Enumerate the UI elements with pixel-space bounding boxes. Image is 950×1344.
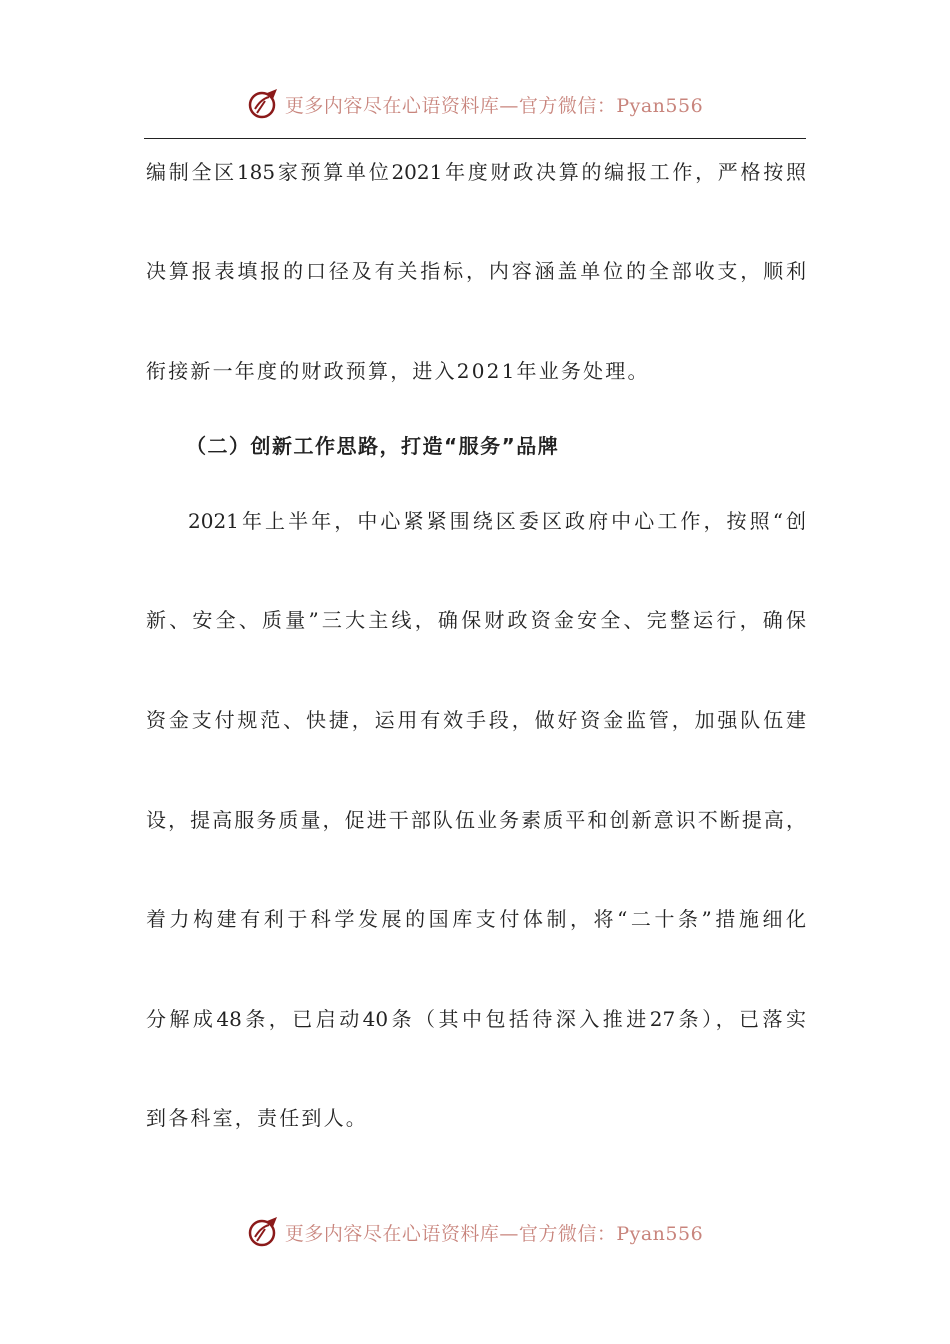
paragraph-line: 2021年上半年，中心紧紧围绕区委区政府中心工作，按照“创 <box>188 509 806 533</box>
footer-watermark-text: 更多内容尽在心语资料库—官方微信：Pyan556 <box>284 1222 704 1245</box>
footer-watermark <box>0 1212 950 1252</box>
paragraph-line: 资金支付规范、快捷，运用有效手段，做好资金监管，加强队伍建 <box>146 708 806 732</box>
paragraph-line: 编制全区185家预算单位2021年度财政决算的编报工作，严格按照 <box>146 160 806 184</box>
paragraph-line: 到各科室，责任到人。 <box>146 1106 368 1130</box>
header-watermark <box>0 84 950 124</box>
header-watermark-text: 更多内容尽在心语资料库—官方微信：Pyan556 <box>284 94 704 117</box>
paragraph-line: 衔接新一年度的财政预算，进入2021年业务处理。 <box>146 359 650 383</box>
paragraph-line: 设，提高服务质量，促进干部队伍业务素质平和创新意识不断提高， <box>146 808 806 832</box>
pen-logo-icon <box>247 1215 281 1249</box>
paragraph-line: 着力构建有利于科学发展的国库支付体制，将“二十条”措施细化 <box>146 907 806 931</box>
pen-logo-icon <box>247 87 281 121</box>
paragraph-line: 决算报表填报的口径及有关指标，内容涵盖单位的全部收支，顺利 <box>146 259 806 283</box>
header-divider <box>144 138 806 139</box>
paragraph-line: 新、安全、质量”三大主线，确保财政资金安全、完整运行，确保 <box>146 608 806 632</box>
paragraph-line: 分解成48条，已启动40条（其中包括待深入推进27条），已落实 <box>146 1007 806 1031</box>
section-heading: （二）创新工作思路，打造“服务”品牌 <box>186 434 560 458</box>
